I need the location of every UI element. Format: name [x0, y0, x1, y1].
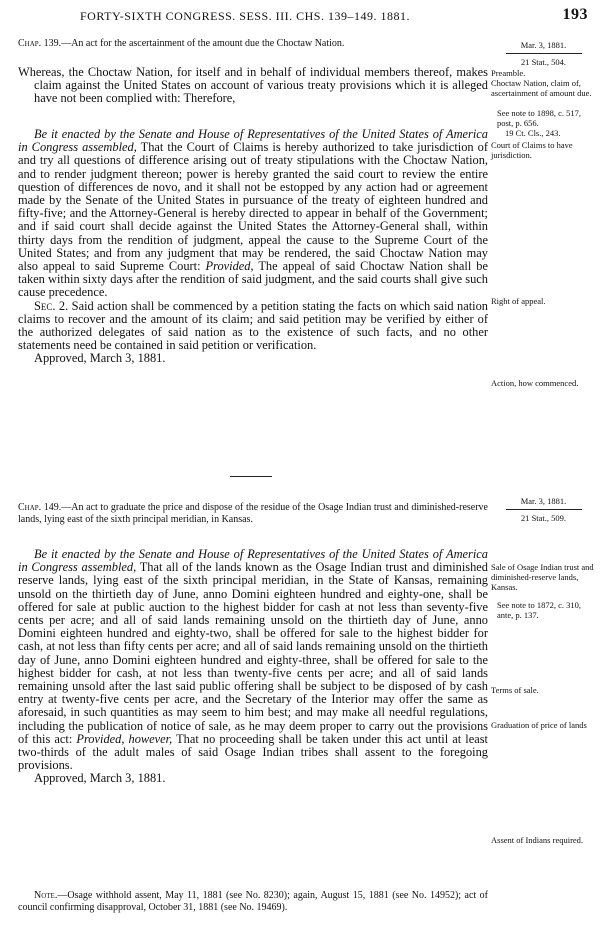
enacting-clause: Be it enacted by the Senate and House of Representatives of the United States of America in Congress assembled, [18, 547, 488, 575]
section-2-label: Sec. 2. [34, 298, 69, 313]
section-divider [230, 476, 272, 477]
note-label: Note. [34, 890, 58, 901]
section-1-text: That all of the lands known as the Osage Indian trust and diminished reserve lands, lying east of the sixth principal meridian, in the State of Kansas, remaining unsold on the thirtieth day of June, anno Domini eighteen hundred and eighty-one, shall be offered for sale at public auction to the highest bidder for cash at not less than seventy-five cents per acre; and all of said lands remaining unsold on the thirtieth day of June, anno Domini eighteen hundred and eighty-two, shall be offered for sale to the highest bidder for cash, at not less than fifty cents per acre; and all of said lands remaining unsold on the thirtieth day of June, anno Domini eighteen hundred and eighty-three, shall be offered for sale to the highest bidder for cash, at not less than twenty-five cents per acre; and all of said lands remaining unsold after the last said public offering shall be subject to be disposed of by cash entry at twenty-five cents per acre, and the Secretary of the Interior may offer the same as aforesaid, in such quantities as may seem to him best; and may make all needful regulations, including the publication of notice of sale, as he may deem proper to carry out the provisions of this act: [18, 560, 489, 746]
enacting-clause: Be it enacted by the Senate and House of Representatives of the United States of America in Congress assembled, [18, 127, 488, 155]
section-1 [18, 128, 488, 300]
section-2-text: Said action shall be commenced by a petition stating the facts on which said nation claims to recover and the amount of its claim; and said petition may be verified by either of the authorized delegates of said nation as to the existence of such facts, and no other statements need be contained in said petition or verification. [18, 298, 488, 353]
section-1 [18, 548, 488, 772]
chapter-149-title [18, 502, 488, 526]
footnote [18, 890, 488, 914]
margin-see-note: See note to 1898, c. 517, post, p. 656. [497, 108, 582, 128]
chapter-139-body [18, 128, 488, 366]
margin-see-note: See note to 1872, c. 310, ante, p. 137. [497, 600, 582, 620]
margin-date-149: Mar. 3, 1881. [520, 496, 567, 506]
margin-stat-139: 21 Stat., 504. [520, 57, 567, 67]
margin-rule [506, 509, 582, 510]
page-number: 193 [562, 6, 588, 23]
margin-rule [506, 53, 582, 54]
proviso: Provided, however, [76, 731, 173, 746]
margin-action: Action, how commenced. [491, 378, 579, 388]
margin-stat-149: 21 Stat., 509. [520, 513, 567, 523]
margin-claim: Choctaw Nation, claim of, ascertainment of amount due. [491, 78, 592, 98]
proviso-text: The appeal of said Choctaw Nation shall be taken within sixty days after the rendition of said judgment, and the said courts shall give such cause precedence. [18, 259, 488, 300]
chapter-title: —An act for the ascertainment of the amount due the Choctaw Nation. [61, 38, 345, 49]
section-1-text: That the Court of Claims is hereby authorized to take jurisdiction of and try all questions of difference arising out of treaty stipulations with the Choctaw Nation, and to render judgment thereon; power is hereby granted the said court to review the entire question of differences de novo, and it shall not be estopped by any action had or agreement made by the Senate of the United States in pursuance of the treaty of eighteen hundred and fifty-five; and the Attorney-General is hereby directed to appear in behalf of the Government; and if said court shall decide against the United States the Attorney-General shall, within thirty days from the rendition of judgment, appeal the cause to the Supreme Court of the United States; and from any judgment that may be rendered, the said Choctaw Nation may also appeal to said Supreme Court: [18, 140, 488, 274]
preamble [18, 66, 488, 106]
section-2 [18, 300, 488, 353]
approval: Approved, March 3, 1881. [34, 351, 166, 366]
margin-terms: Terms of sale. [491, 685, 539, 695]
running-header [18, 6, 588, 26]
margin-assent: Assent of Indians required. [491, 835, 584, 845]
chapter-149-body [18, 548, 488, 786]
chapter-label: Chap. 139. [18, 38, 62, 49]
chapter-label: Chap. 149. [18, 502, 62, 513]
chapter-title: —An act to graduate the price and dispose of the residue of the Osage Indian trust and diminished-reserve lands, lying east of the sixth principal meridian, in Kansas. [18, 502, 488, 525]
margin-sale: Sale of Osage Indian trust and diminished-reserve lands, Kansas. [491, 562, 594, 592]
margin-graduation: Graduation of price of lands [491, 720, 587, 730]
approval: Approved, March 3, 1881. [34, 771, 166, 786]
running-head: FORTY-SIXTH CONGRESS. SESS. III. CHS. 139–149. 1881. [80, 9, 410, 23]
note-text: —Osage withhold assent, May 11, 1881 (see No. 8230); again, August 15, 1881 (see No. 14952); act of council confirming disapproval, October 31, 1881 (see No. 19469). [18, 890, 488, 913]
margin-date-139: Mar. 3, 1881. [520, 40, 567, 50]
preamble-text: Whereas, the Choctaw Nation, for itself and in behalf of individual members thereof, makes claim against the United States on account of various treaty provisions which it is alleged have not been complied with: Therefore, [18, 65, 488, 106]
proviso-text: That no proceeding shall be taken under this act until at least two-thirds of the adult males of said Osage Indian tribes shall assent to the foregoing provisions. [18, 731, 488, 773]
margin-ct-cls: 19 Ct. Cls., 243. [505, 128, 561, 138]
margin-preamble: Preamble. [491, 68, 526, 78]
margin-right-appeal: Right of appeal. [491, 296, 546, 306]
proviso: Provided, [205, 259, 254, 274]
chapter-139-title [18, 38, 488, 50]
margin-court-claims: Court of Claims to have jurisdiction. [491, 140, 573, 160]
